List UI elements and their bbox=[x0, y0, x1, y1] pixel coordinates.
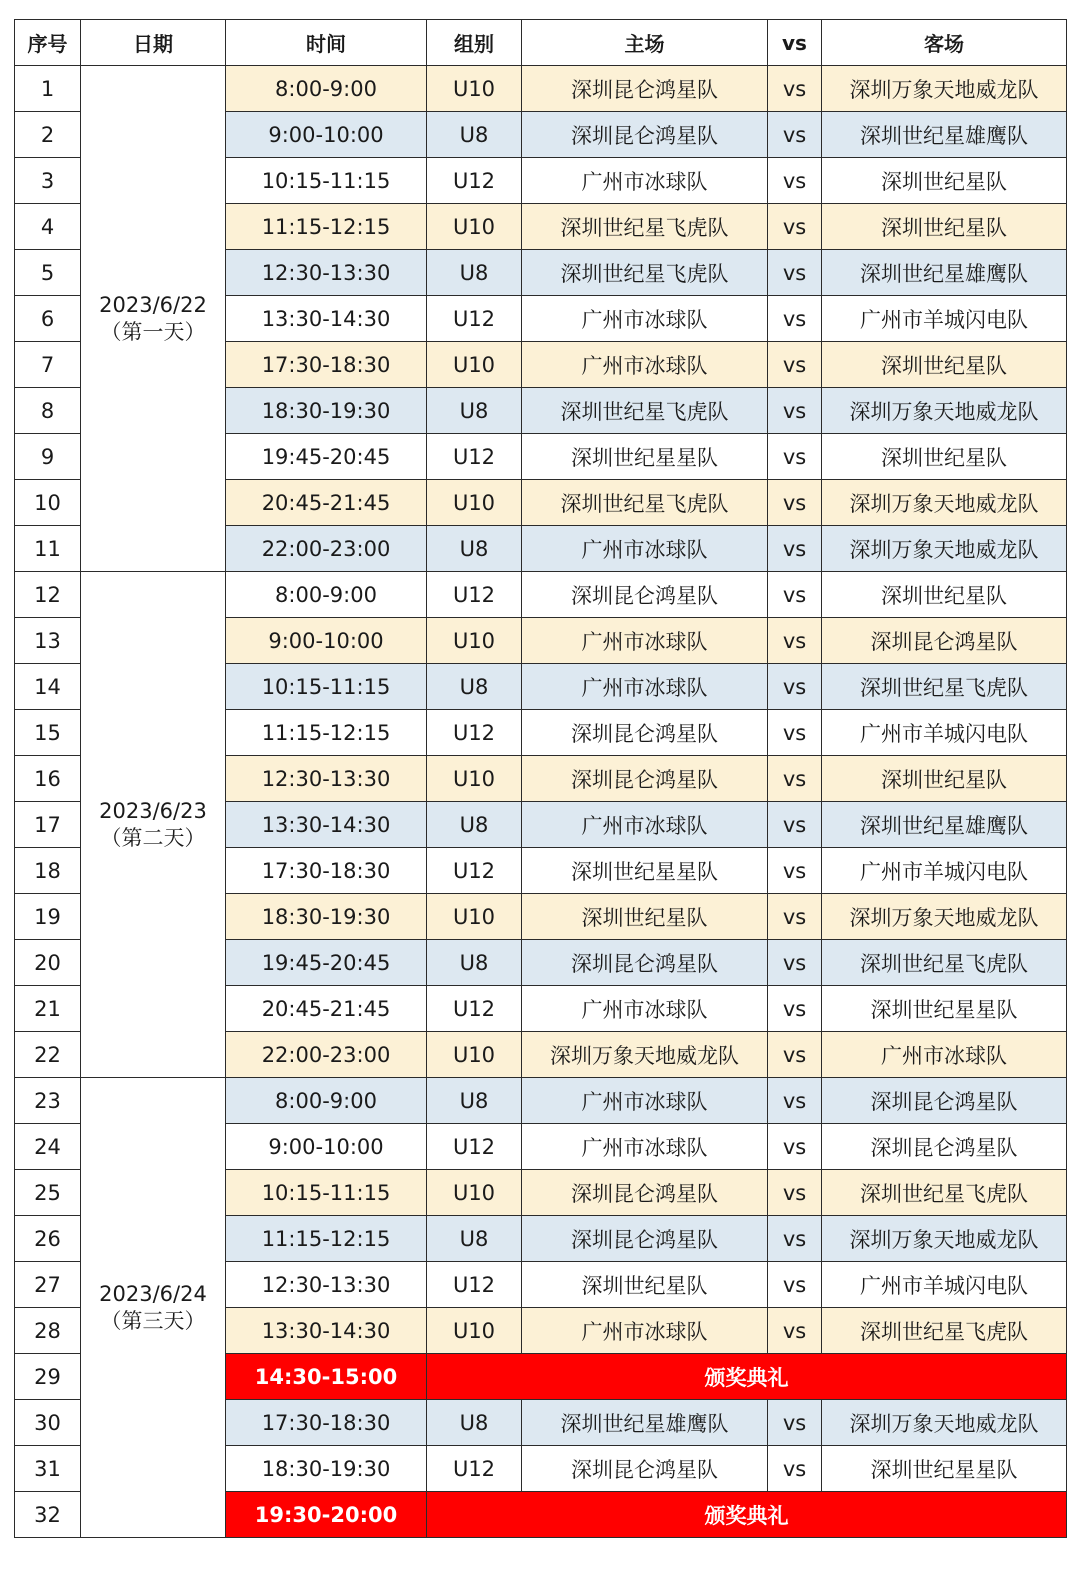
row-time: 10:15-11:15 bbox=[226, 664, 427, 710]
row-home-team: 广州市冰球队 bbox=[522, 986, 768, 1032]
row-home-team: 深圳世纪星飞虎队 bbox=[522, 250, 768, 296]
ceremony-cell: 颁奖典礼 bbox=[427, 1492, 1067, 1538]
row-away-team: 深圳世纪星雄鹰队 bbox=[822, 802, 1067, 848]
row-away-team: 深圳昆仑鸿星队 bbox=[822, 1078, 1067, 1124]
table-row bbox=[15, 572, 1067, 618]
row-away-team: 深圳世纪星队 bbox=[822, 204, 1067, 250]
row-time: 22:00-23:00 bbox=[226, 526, 427, 572]
row-vs: vs bbox=[768, 710, 822, 756]
row-seq: 5 bbox=[15, 250, 81, 296]
row-seq: 31 bbox=[15, 1446, 81, 1492]
row-seq: 16 bbox=[15, 756, 81, 802]
row-away-team: 深圳世纪星队 bbox=[822, 756, 1067, 802]
row-vs: vs bbox=[768, 894, 822, 940]
row-home-team: 广州市冰球队 bbox=[522, 296, 768, 342]
row-group: U10 bbox=[427, 66, 522, 112]
row-seq: 11 bbox=[15, 526, 81, 572]
day-label: （第三天） bbox=[100, 1308, 206, 1333]
row-time: 8:00-9:00 bbox=[226, 66, 427, 112]
row-seq: 22 bbox=[15, 1032, 81, 1078]
row-home-team: 广州市冰球队 bbox=[522, 526, 768, 572]
row-group: U10 bbox=[427, 1308, 522, 1354]
header-date: 日期 bbox=[81, 20, 226, 66]
row-away-team: 深圳世纪星队 bbox=[822, 342, 1067, 388]
row-away-team: 深圳昆仑鸿星队 bbox=[822, 618, 1067, 664]
row-vs: vs bbox=[768, 1124, 822, 1170]
row-vs: vs bbox=[768, 1400, 822, 1446]
row-vs: vs bbox=[768, 526, 822, 572]
row-time: 19:30-20:00 bbox=[226, 1492, 427, 1538]
row-vs: vs bbox=[768, 112, 822, 158]
row-seq: 26 bbox=[15, 1216, 81, 1262]
table-row bbox=[15, 1078, 1067, 1124]
row-group: U10 bbox=[427, 1032, 522, 1078]
row-time: 9:00-10:00 bbox=[226, 112, 427, 158]
row-seq: 25 bbox=[15, 1170, 81, 1216]
row-group: U8 bbox=[427, 112, 522, 158]
row-time: 12:30-13:30 bbox=[226, 250, 427, 296]
row-vs: vs bbox=[768, 618, 822, 664]
row-away-team: 深圳世纪星飞虎队 bbox=[822, 1170, 1067, 1216]
row-away-team: 深圳世纪星雄鹰队 bbox=[822, 112, 1067, 158]
row-home-team: 深圳昆仑鸿星队 bbox=[522, 1216, 768, 1262]
row-time: 18:30-19:30 bbox=[226, 1446, 427, 1492]
row-vs: vs bbox=[768, 66, 822, 112]
row-away-team: 深圳世纪星星队 bbox=[822, 1446, 1067, 1492]
row-seq: 14 bbox=[15, 664, 81, 710]
row-time: 20:45-21:45 bbox=[226, 986, 427, 1032]
row-time: 8:00-9:00 bbox=[226, 1078, 427, 1124]
header-vs: vs bbox=[768, 20, 822, 66]
row-seq: 19 bbox=[15, 894, 81, 940]
day-date-cell bbox=[81, 66, 226, 572]
row-time: 18:30-19:30 bbox=[226, 388, 427, 434]
row-home-team: 广州市冰球队 bbox=[522, 664, 768, 710]
day-date-cell bbox=[81, 1078, 226, 1538]
row-time: 22:00-23:00 bbox=[226, 1032, 427, 1078]
row-group: U8 bbox=[427, 1400, 522, 1446]
row-vs: vs bbox=[768, 940, 822, 986]
row-time: 13:30-14:30 bbox=[226, 296, 427, 342]
row-away-team: 深圳万象天地威龙队 bbox=[822, 480, 1067, 526]
row-group: U8 bbox=[427, 1216, 522, 1262]
row-home-team: 广州市冰球队 bbox=[522, 342, 768, 388]
row-seq: 18 bbox=[15, 848, 81, 894]
row-vs: vs bbox=[768, 1308, 822, 1354]
row-group: U8 bbox=[427, 250, 522, 296]
row-time: 11:15-12:15 bbox=[226, 710, 427, 756]
row-away-team: 深圳世纪星队 bbox=[822, 434, 1067, 480]
row-vs: vs bbox=[768, 1170, 822, 1216]
row-home-team: 深圳世纪星飞虎队 bbox=[522, 480, 768, 526]
row-vs: vs bbox=[768, 480, 822, 526]
row-seq: 28 bbox=[15, 1308, 81, 1354]
row-home-team: 广州市冰球队 bbox=[522, 802, 768, 848]
row-home-team: 深圳昆仑鸿星队 bbox=[522, 710, 768, 756]
row-vs: vs bbox=[768, 1078, 822, 1124]
row-vs: vs bbox=[768, 848, 822, 894]
row-away-team: 深圳万象天地威龙队 bbox=[822, 526, 1067, 572]
row-away-team: 广州市羊城闪电队 bbox=[822, 848, 1067, 894]
row-home-team: 深圳昆仑鸿星队 bbox=[522, 940, 768, 986]
row-time: 13:30-14:30 bbox=[226, 802, 427, 848]
row-seq: 20 bbox=[15, 940, 81, 986]
table-row bbox=[15, 66, 1067, 112]
row-home-team: 广州市冰球队 bbox=[522, 1124, 768, 1170]
row-group: U10 bbox=[427, 1170, 522, 1216]
row-seq: 23 bbox=[15, 1078, 81, 1124]
row-away-team: 深圳世纪星队 bbox=[822, 158, 1067, 204]
row-home-team: 深圳世纪星星队 bbox=[522, 848, 768, 894]
row-time: 9:00-10:00 bbox=[226, 618, 427, 664]
header-row bbox=[15, 20, 1067, 66]
row-seq: 29 bbox=[15, 1354, 81, 1400]
day-label: （第二天） bbox=[100, 825, 206, 850]
row-group: U12 bbox=[427, 158, 522, 204]
row-group: U12 bbox=[427, 1262, 522, 1308]
row-seq: 6 bbox=[15, 296, 81, 342]
row-home-team: 深圳世纪星队 bbox=[522, 894, 768, 940]
row-vs: vs bbox=[768, 204, 822, 250]
row-away-team: 深圳世纪星雄鹰队 bbox=[822, 250, 1067, 296]
row-seq: 8 bbox=[15, 388, 81, 434]
row-time: 18:30-19:30 bbox=[226, 894, 427, 940]
row-seq: 10 bbox=[15, 480, 81, 526]
header-seq: 序号 bbox=[15, 20, 81, 66]
row-seq: 3 bbox=[15, 158, 81, 204]
row-group: U10 bbox=[427, 480, 522, 526]
row-group: U12 bbox=[427, 848, 522, 894]
row-time: 10:15-11:15 bbox=[226, 1170, 427, 1216]
row-home-team: 深圳世纪星星队 bbox=[522, 434, 768, 480]
row-group: U12 bbox=[427, 572, 522, 618]
row-away-team: 广州市冰球队 bbox=[822, 1032, 1067, 1078]
row-home-team: 深圳万象天地威龙队 bbox=[522, 1032, 768, 1078]
row-away-team: 深圳世纪星飞虎队 bbox=[822, 1308, 1067, 1354]
row-time: 12:30-13:30 bbox=[226, 756, 427, 802]
row-vs: vs bbox=[768, 1446, 822, 1492]
row-vs: vs bbox=[768, 986, 822, 1032]
row-away-team: 深圳昆仑鸿星队 bbox=[822, 1124, 1067, 1170]
row-group: U8 bbox=[427, 940, 522, 986]
row-vs: vs bbox=[768, 434, 822, 480]
row-group: U8 bbox=[427, 526, 522, 572]
row-group: U8 bbox=[427, 664, 522, 710]
header-time: 时间 bbox=[226, 20, 427, 66]
row-seq: 13 bbox=[15, 618, 81, 664]
row-time: 19:45-20:45 bbox=[226, 434, 427, 480]
day-date-cell bbox=[81, 572, 226, 1078]
row-seq: 1 bbox=[15, 66, 81, 112]
row-home-team: 广州市冰球队 bbox=[522, 1308, 768, 1354]
row-time: 10:15-11:15 bbox=[226, 158, 427, 204]
row-vs: vs bbox=[768, 664, 822, 710]
row-group: U8 bbox=[427, 388, 522, 434]
schedule-body bbox=[15, 66, 1067, 1538]
row-seq: 15 bbox=[15, 710, 81, 756]
row-group: U12 bbox=[427, 434, 522, 480]
row-time: 8:00-9:00 bbox=[226, 572, 427, 618]
row-vs: vs bbox=[768, 1216, 822, 1262]
row-seq: 9 bbox=[15, 434, 81, 480]
row-seq: 17 bbox=[15, 802, 81, 848]
row-time: 13:30-14:30 bbox=[226, 1308, 427, 1354]
row-vs: vs bbox=[768, 1032, 822, 1078]
row-away-team: 深圳世纪星队 bbox=[822, 572, 1067, 618]
row-group: U8 bbox=[427, 1078, 522, 1124]
row-seq: 4 bbox=[15, 204, 81, 250]
row-group: U12 bbox=[427, 296, 522, 342]
row-home-team: 深圳昆仑鸿星队 bbox=[522, 66, 768, 112]
row-away-team: 深圳世纪星飞虎队 bbox=[822, 664, 1067, 710]
row-group: U8 bbox=[427, 802, 522, 848]
row-vs: vs bbox=[768, 1262, 822, 1308]
row-group: U12 bbox=[427, 1124, 522, 1170]
row-away-team: 深圳万象天地威龙队 bbox=[822, 1400, 1067, 1446]
row-home-team: 深圳昆仑鸿星队 bbox=[522, 572, 768, 618]
row-seq: 21 bbox=[15, 986, 81, 1032]
row-time: 19:45-20:45 bbox=[226, 940, 427, 986]
row-group: U10 bbox=[427, 342, 522, 388]
row-vs: vs bbox=[768, 250, 822, 296]
ceremony-cell: 颁奖典礼 bbox=[427, 1354, 1067, 1400]
row-away-team: 广州市羊城闪电队 bbox=[822, 296, 1067, 342]
row-vs: vs bbox=[768, 572, 822, 618]
row-seq: 2 bbox=[15, 112, 81, 158]
day-date: 2023/6/22 bbox=[99, 292, 207, 317]
row-away-team: 深圳万象天地威龙队 bbox=[822, 894, 1067, 940]
row-time: 20:45-21:45 bbox=[226, 480, 427, 526]
row-group: U10 bbox=[427, 894, 522, 940]
day-date: 2023/6/24 bbox=[99, 1281, 207, 1306]
row-seq: 30 bbox=[15, 1400, 81, 1446]
row-home-team: 广州市冰球队 bbox=[522, 618, 768, 664]
row-group: U10 bbox=[427, 204, 522, 250]
row-group: U12 bbox=[427, 986, 522, 1032]
row-home-team: 深圳昆仑鸿星队 bbox=[522, 112, 768, 158]
row-home-team: 广州市冰球队 bbox=[522, 158, 768, 204]
row-seq: 12 bbox=[15, 572, 81, 618]
row-away-team: 深圳万象天地威龙队 bbox=[822, 388, 1067, 434]
row-home-team: 深圳昆仑鸿星队 bbox=[522, 1170, 768, 1216]
row-home-team: 深圳世纪星飞虎队 bbox=[522, 204, 768, 250]
row-time: 14:30-15:00 bbox=[226, 1354, 427, 1400]
row-away-team: 深圳世纪星星队 bbox=[822, 986, 1067, 1032]
row-vs: vs bbox=[768, 296, 822, 342]
row-time: 11:15-12:15 bbox=[226, 1216, 427, 1262]
row-away-team: 广州市羊城闪电队 bbox=[822, 710, 1067, 756]
row-seq: 32 bbox=[15, 1492, 81, 1538]
row-away-team: 深圳万象天地威龙队 bbox=[822, 1216, 1067, 1262]
row-home-team: 深圳昆仑鸿星队 bbox=[522, 756, 768, 802]
row-home-team: 深圳世纪星雄鹰队 bbox=[522, 1400, 768, 1446]
row-seq: 24 bbox=[15, 1124, 81, 1170]
row-group: U10 bbox=[427, 756, 522, 802]
row-group: U10 bbox=[427, 618, 522, 664]
row-vs: vs bbox=[768, 756, 822, 802]
row-time: 17:30-18:30 bbox=[226, 342, 427, 388]
row-group: U12 bbox=[427, 710, 522, 756]
day-date: 2023/6/23 bbox=[99, 798, 207, 823]
row-home-team: 广州市冰球队 bbox=[522, 1078, 768, 1124]
row-vs: vs bbox=[768, 158, 822, 204]
schedule-table bbox=[14, 19, 1067, 1538]
row-vs: vs bbox=[768, 388, 822, 434]
row-vs: vs bbox=[768, 342, 822, 388]
row-vs: vs bbox=[768, 802, 822, 848]
row-away-team: 广州市羊城闪电队 bbox=[822, 1262, 1067, 1308]
row-time: 12:30-13:30 bbox=[226, 1262, 427, 1308]
row-seq: 27 bbox=[15, 1262, 81, 1308]
row-home-team: 深圳世纪星飞虎队 bbox=[522, 388, 768, 434]
row-time: 11:15-12:15 bbox=[226, 204, 427, 250]
row-home-team: 深圳昆仑鸿星队 bbox=[522, 1446, 768, 1492]
day-label: （第一天） bbox=[100, 319, 206, 344]
row-time: 17:30-18:30 bbox=[226, 848, 427, 894]
row-away-team: 深圳万象天地威龙队 bbox=[822, 66, 1067, 112]
row-away-team: 深圳世纪星飞虎队 bbox=[822, 940, 1067, 986]
header-home: 主场 bbox=[522, 20, 768, 66]
row-home-team: 深圳世纪星队 bbox=[522, 1262, 768, 1308]
header-group: 组别 bbox=[427, 20, 522, 66]
row-time: 17:30-18:30 bbox=[226, 1400, 427, 1446]
row-time: 9:00-10:00 bbox=[226, 1124, 427, 1170]
header-away: 客场 bbox=[822, 20, 1067, 66]
row-group: U12 bbox=[427, 1446, 522, 1492]
row-seq: 7 bbox=[15, 342, 81, 388]
